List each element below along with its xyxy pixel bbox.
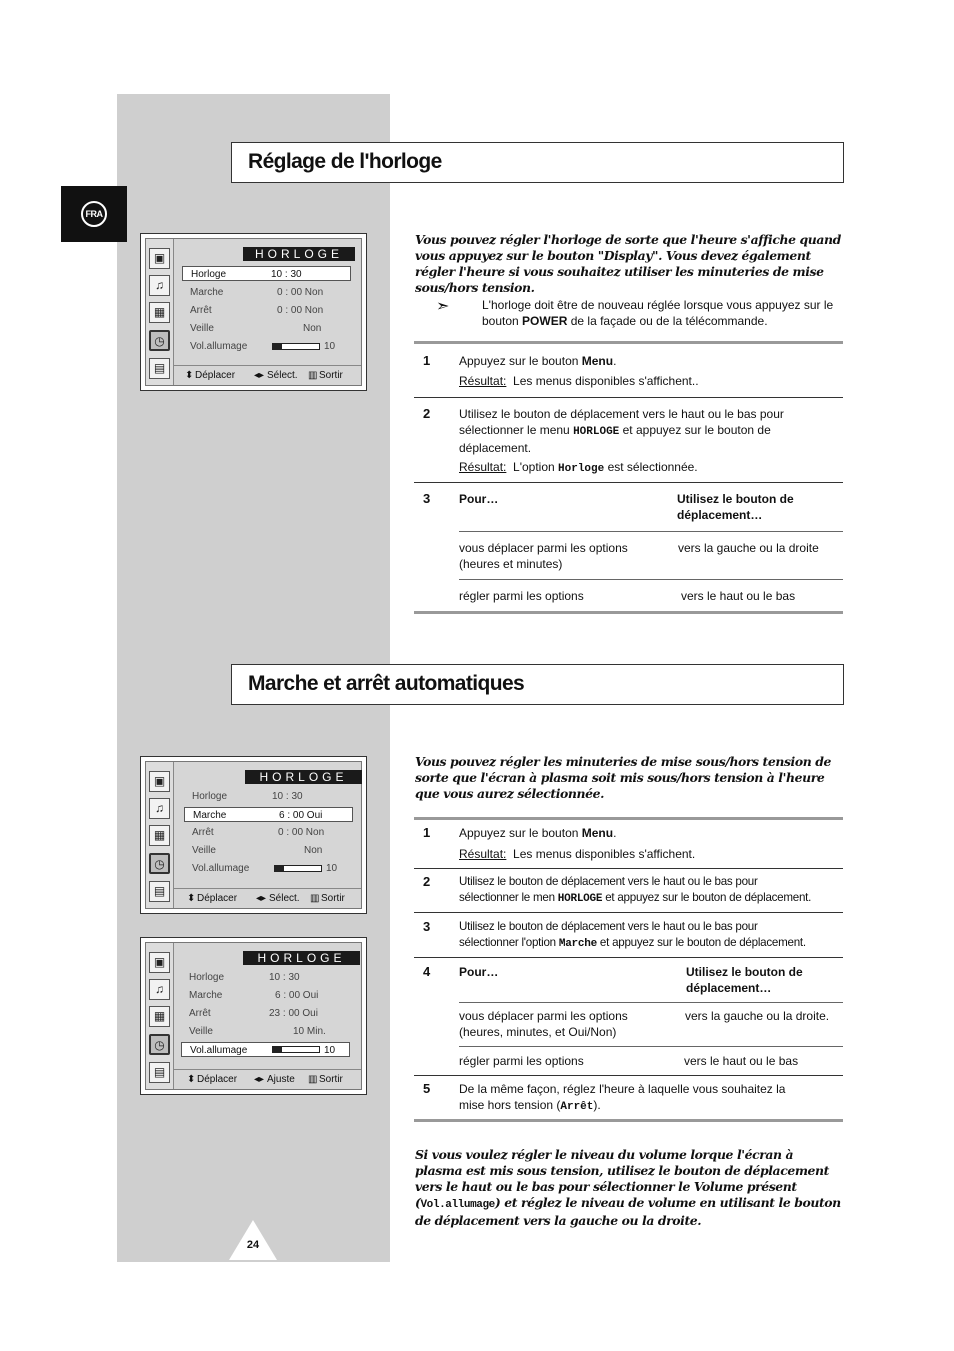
s1-step3-col1-head: Pour… (459, 492, 499, 506)
step-number: 1 (423, 353, 431, 368)
osd-menu-clock-3 (140, 937, 367, 1095)
osd-icon-column (146, 239, 174, 385)
s1-step2-result: Résultat: L'option Horloge est sélectionnée. (459, 460, 698, 475)
step-number: 3 (423, 491, 431, 506)
osd-row-horloge: Horloge 10 : 30 (192, 791, 303, 802)
volume-bar (272, 343, 320, 350)
s2-step4-row1-col2: vers la gauche ou la droite. (685, 1009, 830, 1023)
rule (414, 1075, 843, 1076)
rule (414, 341, 843, 344)
volume-bar (274, 865, 322, 872)
rule (414, 957, 843, 958)
step-number: 4 (423, 964, 431, 979)
sound-icon: ♫ (149, 275, 170, 296)
clock-icon: ◷ (149, 1034, 170, 1055)
osd-title: HORLOGE (245, 770, 362, 784)
s1-step2-text: Utilisez le bouton de déplacement vers le haut ou le bas pour sélectionner le menu HORLOGE et appuyez sur le bouton de déplacement. (459, 407, 784, 455)
channel-icon: ▦ (149, 1006, 170, 1027)
osd-title: HORLOGE (243, 247, 355, 261)
tv-picture-icon: ▣ (149, 952, 170, 973)
step-number: 3 (423, 919, 431, 934)
osd-row-horloge: Horloge 10 : 30 (189, 972, 300, 983)
tv-picture-icon: ▣ (149, 771, 170, 792)
setup-icon: ▤ (149, 358, 170, 379)
tv-picture-icon: ▣ (149, 248, 170, 269)
foot-exit: Sortir (319, 370, 343, 381)
s2-step4-col2-head: Utilisez le bouton de déplacement… (686, 965, 803, 995)
sound-icon: ♫ (149, 798, 170, 819)
page-number: 24 (246, 1239, 260, 1251)
section1-intro: Vous pouvez régler l'horloge de sorte que l'heure s'affiche quand vous appuyez sur le bouton "Display". Vous devez également régler l'heure si vous souhaitez utiliser les minuteries de mise sous/hors tension. (415, 232, 841, 295)
subrule (459, 1046, 843, 1047)
note-arrow-icon: ➣ (436, 298, 450, 315)
osd-row-marche: Marche 6 : 00 Oui (184, 807, 353, 822)
foot-move: Déplacer (197, 893, 238, 904)
section2-outro: Si vous voulez régler le niveau du volume lorque l'écran à plasma est mis sous tension, utilisez le bouton de déplacement vers le haut ou le bas pour sélectionner le Volume présent (Vol.allumage) et réglez le niveau de volume en utilisant le bouton de déplacement vers la gauche ou la droite. (415, 1147, 841, 1228)
menu-icon: ▥ (308, 370, 318, 381)
sound-icon: ♫ (149, 979, 170, 1000)
subrule (459, 579, 843, 580)
osd-icon-column (146, 762, 174, 908)
volume-bar (272, 1046, 320, 1053)
foot-select: Sélect. (267, 370, 298, 381)
setup-icon: ▤ (149, 1062, 170, 1083)
osd-menu-clock-1 (140, 233, 367, 391)
step-number: 2 (423, 406, 431, 421)
language-tab (61, 186, 127, 242)
foot-exit: Sortir (319, 1074, 343, 1085)
updown-arrow-icon: ⬍ (187, 893, 196, 904)
s2-step4-row1-col1: vous déplacer parmi les options (heures, minutes, et Oui/Non) (459, 1009, 628, 1039)
osd-row-marche: Marche 6 : 00 Oui (189, 990, 319, 1001)
osd-footer (174, 365, 361, 385)
step-number: 2 (423, 874, 431, 889)
s1-step3-row2-col2: vers le haut ou le bas (681, 589, 796, 603)
osd-icon-column (146, 943, 174, 1089)
channel-icon: ▦ (149, 302, 170, 323)
rule (414, 868, 843, 869)
leftright-arrow-icon: ◂▸ (254, 370, 265, 381)
leftright-arrow-icon: ◂▸ (256, 893, 267, 904)
s1-step3-row1-col1: vous déplacer parmi les options (heures et minutes) (459, 541, 628, 571)
rule (414, 611, 843, 614)
subrule (459, 1002, 843, 1003)
osd-row-arret: Arrêt 0 : 00 Non (192, 827, 325, 838)
osd-row-volume: Vol.allumage 10 (192, 863, 338, 874)
section-title-clock: Réglage de l'horloge (231, 142, 844, 183)
foot-exit: Sortir (321, 893, 345, 904)
s1-step3-col2-head: Utilisez le bouton de déplacement… (677, 492, 794, 522)
language-tab-label: FRA (81, 201, 107, 227)
foot-adjust: Ajuste (267, 1074, 295, 1085)
s1-step1-result: Résultat: Les menus disponibles s'affichent.. (459, 374, 699, 388)
updown-arrow-icon: ⬍ (185, 370, 194, 381)
step-number: 1 (423, 825, 431, 840)
osd-row-veille: Veille Non (190, 323, 322, 334)
menu-icon: ▥ (310, 893, 320, 904)
menu-icon: ▥ (308, 1074, 318, 1085)
s2-step3-text: Utilisez le bouton de déplacement vers le haut ou le bas pour sélectionner l'option Marche et appuyez sur le bouton de déplacement. (459, 920, 806, 950)
s2-step5-text: De la même façon, réglez l'heure à laquelle vous souhaitez la mise hors tension (Arrêt). (459, 1082, 786, 1113)
section1-note: L'horloge doit être de nouveau réglée lorsque vous appuyez sur le bouton POWER de la façade ou de la télécommande. (482, 298, 834, 328)
s1-step3-row2-col1: régler parmi les options (459, 589, 584, 603)
osd-footer (174, 1069, 361, 1089)
osd-row-arret: Arrêt 0 : 00 Non (190, 305, 324, 316)
osd-row-arret: Arrêt 23 : 00 Oui (189, 1008, 318, 1019)
section2-intro: Vous pouvez régler les minuteries de mise sous/hors tension de sorte que l'écran à plasma soit mis sous/hors tension à l'heure que vous aurez sélectionnée. (415, 754, 831, 801)
osd-row-volume: Vol.allumage 10 (181, 1042, 350, 1057)
osd-row-horloge: Horloge 10 : 30 (182, 266, 351, 281)
rule (414, 817, 843, 820)
osd-row-veille: Veille Non (192, 845, 323, 856)
clock-icon: ◷ (149, 853, 170, 874)
s1-step1-text: Appuyez sur le bouton Menu. (459, 354, 617, 368)
osd-row-volume: Vol.allumage 10 (190, 341, 336, 352)
osd-title: HORLOGE (243, 951, 360, 965)
s2-step2-text: Utilisez le bouton de déplacement vers le haut ou le bas pour sélectionner le men HORLOGE et appuyez sur le bouton de déplacement. (459, 875, 812, 905)
rule (414, 482, 843, 483)
section-title-auto: Marche et arrêt automatiques (231, 664, 844, 705)
rule (414, 1119, 843, 1122)
rule (414, 912, 843, 913)
subrule (459, 531, 843, 532)
step-number: 5 (423, 1081, 431, 1096)
clock-icon: ◷ (149, 330, 170, 351)
s2-step4-row2-col2: vers le haut ou le bas (684, 1054, 799, 1068)
foot-move: Déplacer (197, 1074, 238, 1085)
osd-row-veille: Veille 10 Min. (189, 1026, 326, 1037)
s2-step1-result: Résultat: Les menus disponibles s'affichent. (459, 847, 696, 861)
osd-menu-clock-2 (140, 756, 367, 914)
s2-step4-col1-head: Pour… (459, 965, 499, 979)
rule (414, 397, 843, 398)
osd-row-marche: Marche 0 : 00 Non (190, 287, 324, 298)
s2-step4-row2-col1: régler parmi les options (459, 1054, 584, 1068)
s2-step1-text: Appuyez sur le bouton Menu. (459, 826, 617, 840)
setup-icon: ▤ (149, 881, 170, 902)
channel-icon: ▦ (149, 825, 170, 846)
foot-select: Sélect. (269, 893, 300, 904)
osd-footer (174, 888, 361, 908)
s1-step3-row1-col2: vers la gauche ou la droite (678, 541, 819, 555)
leftright-arrow-icon: ◂▸ (254, 1074, 265, 1085)
updown-arrow-icon: ⬍ (187, 1074, 196, 1085)
foot-move: Déplacer (195, 370, 236, 381)
